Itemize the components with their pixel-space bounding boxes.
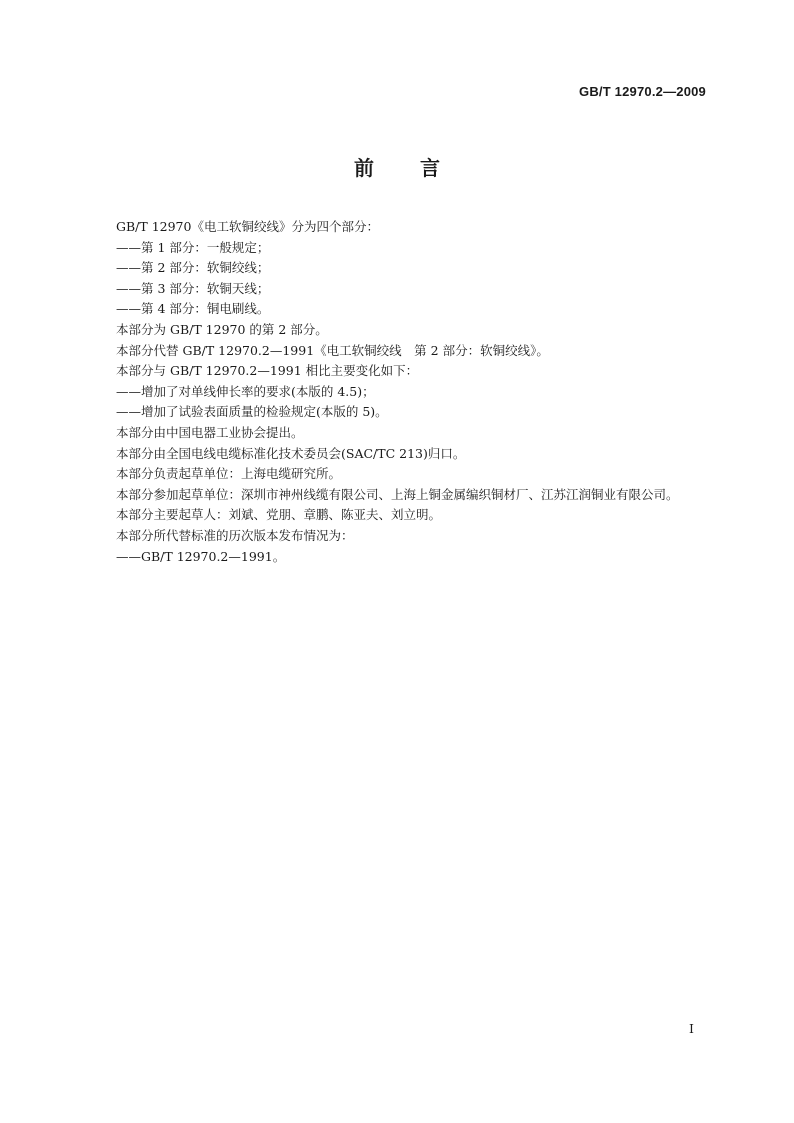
list-item: ——第 1 部分：一般规定；: [116, 239, 270, 255]
paragraph: 本部分所代替标准的历次版本发布情况为：: [116, 527, 354, 543]
paragraph: 本部分为 GB/T 12970 的第 2 部分。: [116, 321, 328, 337]
list-item: ——第 2 部分：软铜绞线；: [116, 260, 270, 276]
paragraph: GB/T 12970《电工软铜绞线》分为四个部分：: [116, 219, 379, 234]
paragraph: 本部分由全国电线电缆标准化技术委员会(SAC/TC 213)归口。: [116, 445, 466, 461]
paragraph: 本部分与 GB/T 12970.2—1991 相比主要变化如下：: [116, 363, 419, 379]
page-title: 前言: [354, 156, 486, 180]
list-item: ——第 4 部分：铜电刷线。: [116, 301, 270, 317]
standard-number: GB/T 12970.2—2009: [579, 84, 706, 99]
list-item: ——第 3 部分：软铜天线；: [116, 280, 270, 296]
list-item: ——增加了试验表面质量的检验规定(本版的 5)。: [116, 404, 388, 420]
list-item: ——增加了对单线伸长率的要求(本版的 4.5)；: [116, 383, 375, 399]
paragraph: 本部分主要起草人：刘斌、党朋、章鹏、陈亚夫、刘立明。: [116, 507, 442, 523]
paragraph: 本部分代替 GB/T 12970.2—1991《电工软铜绞线 第 2 部分：软铜绞线》。: [116, 342, 549, 358]
page-number: I: [689, 1021, 694, 1036]
list-item: ——GB/T 12970.2—1991。: [116, 548, 286, 564]
paragraph: 本部分负责起草单位：上海电缆研究所。: [116, 466, 342, 482]
preface-body: [90, 217, 706, 567]
paragraph: 本部分由中国电器工业协会提出。: [116, 424, 304, 440]
paragraph: 本部分参加起草单位：深圳市神州线缆有限公司、上海上铜金属编织铜材厂、江苏江润铜业有限公司。: [116, 486, 679, 502]
